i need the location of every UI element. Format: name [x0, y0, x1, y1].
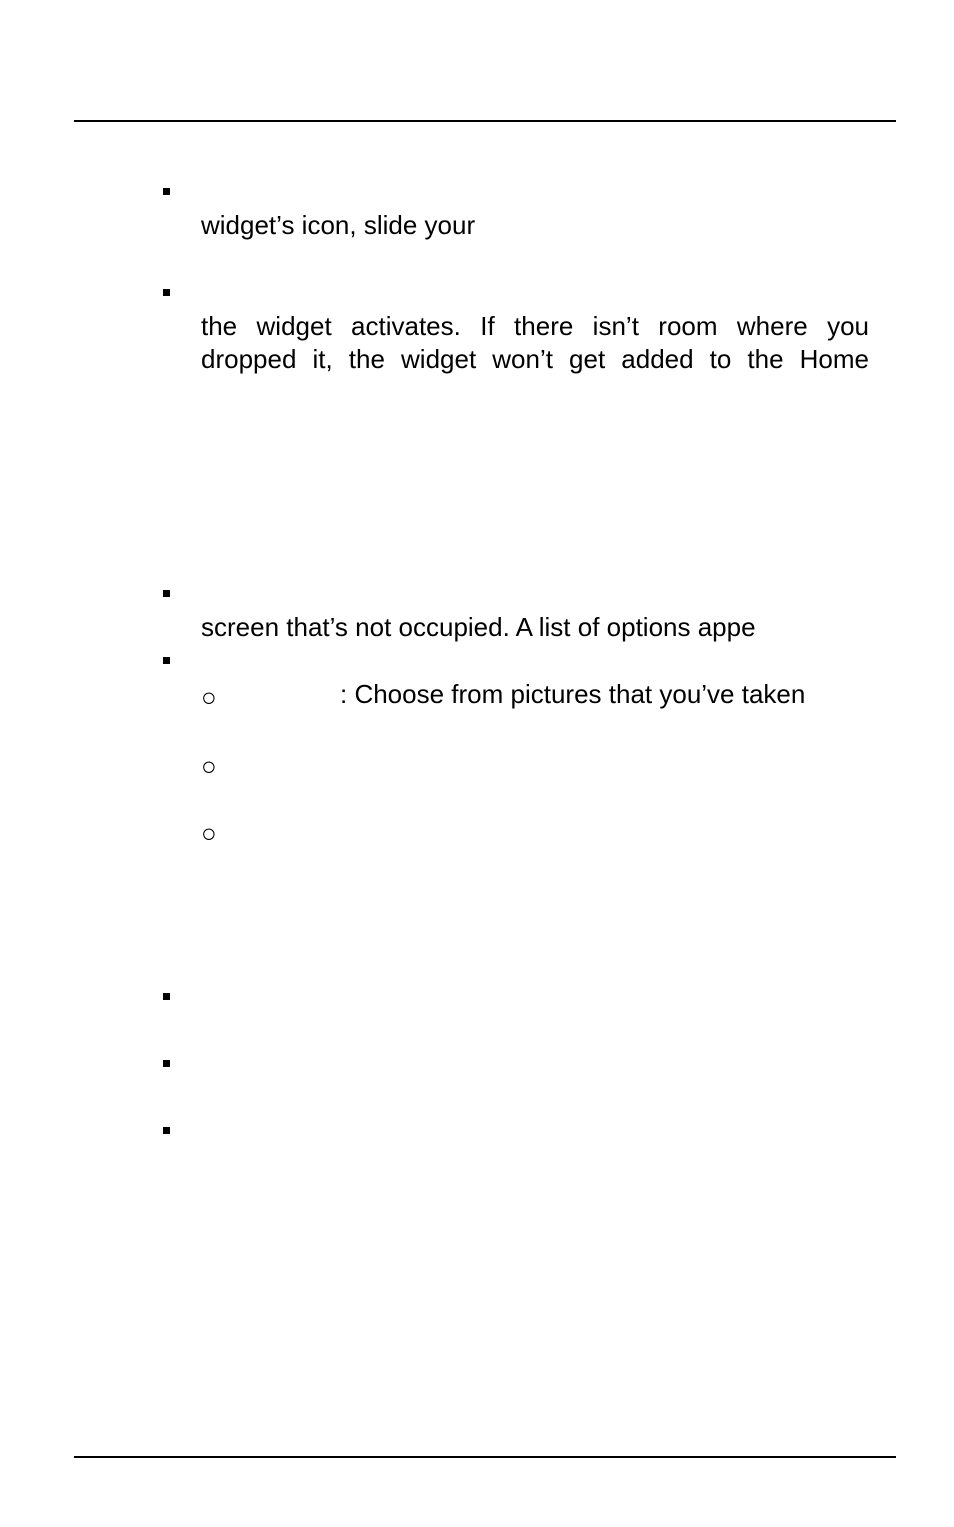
text-line: the widget activates. If there isn’t room where you — [201, 311, 869, 341]
text-line: screen that’s not occupied. A list of options appe — [201, 612, 756, 642]
text-line: dropped it, the widget won’t get added to the Home — [201, 344, 869, 374]
bullet-marker — [163, 188, 170, 195]
bullet-marker — [163, 289, 170, 296]
sub-bullet-marker: ○ — [201, 682, 217, 712]
bullet-marker — [163, 993, 170, 1000]
bullet-marker — [163, 590, 170, 597]
sub-bullet-marker: ○ — [201, 751, 217, 781]
bullet-marker — [163, 1127, 170, 1134]
text-line: widget’s icon, slide your — [201, 210, 476, 240]
text-line: : Choose from pictures that you’ve taken — [340, 679, 806, 709]
sub-bullet-marker: ○ — [201, 818, 217, 848]
bullet-marker — [163, 1060, 170, 1067]
footer-rule — [74, 1456, 896, 1458]
header-rule — [74, 120, 896, 122]
bullet-marker — [163, 657, 170, 664]
